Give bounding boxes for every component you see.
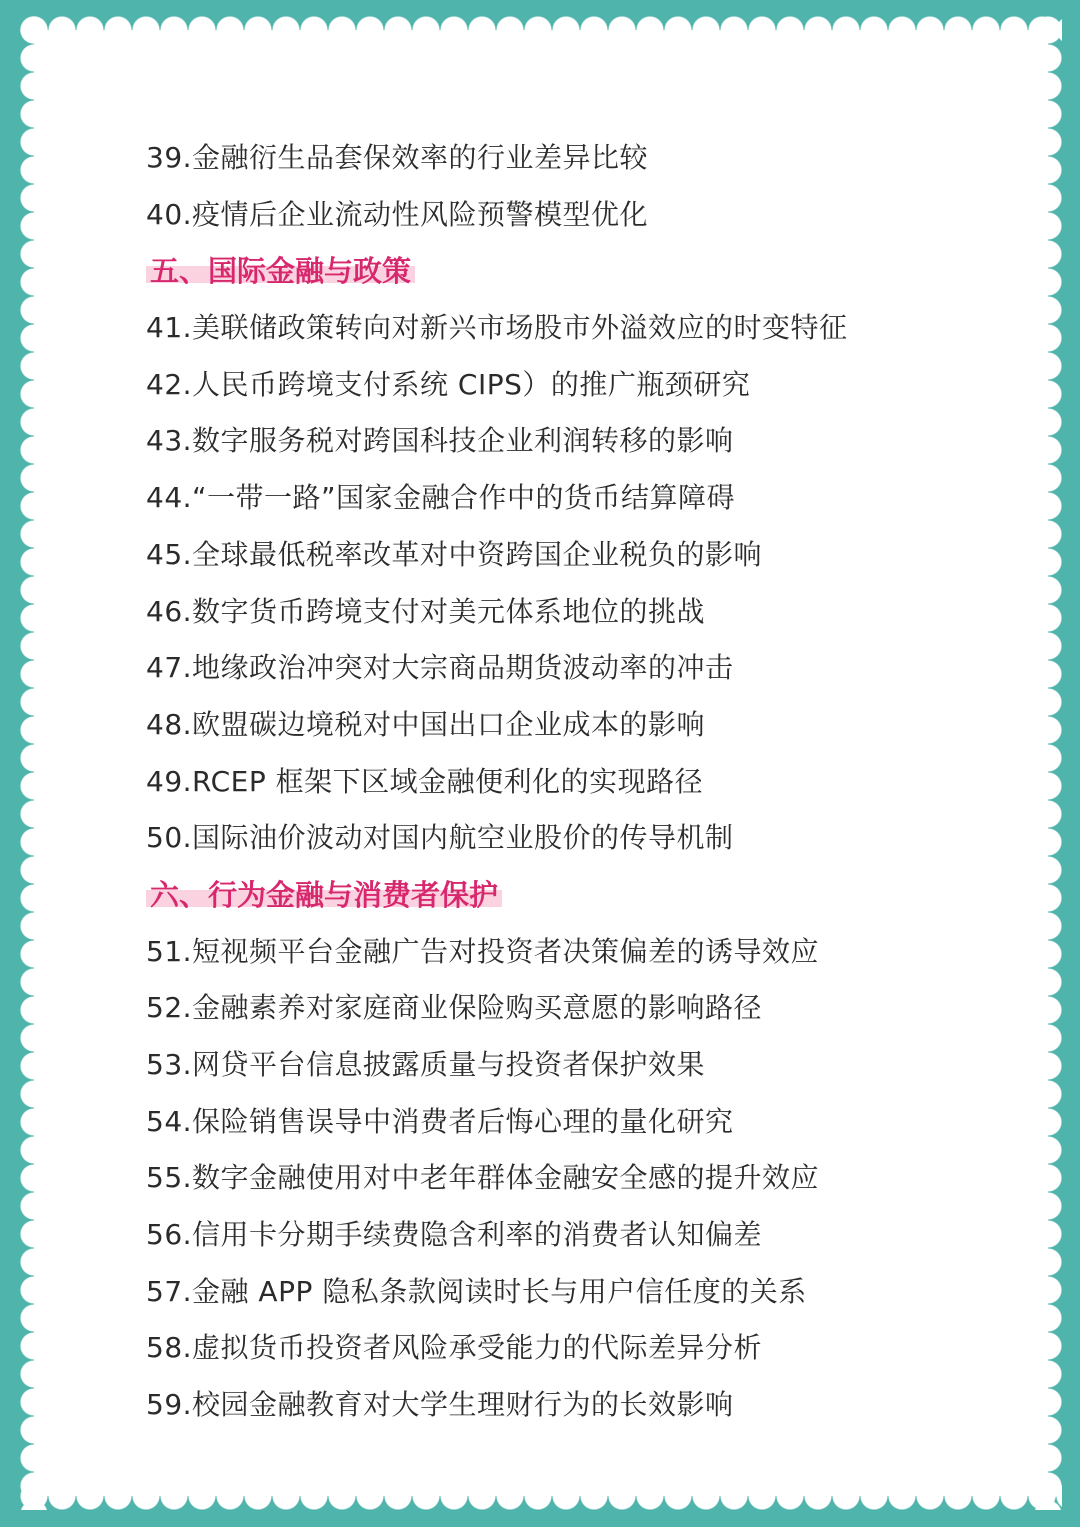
topic-item: 52.金融素养对家庭商业保险购买意愿的影响路径 bbox=[146, 991, 763, 1025]
topic-item: 39.金融衍生品套保效率的行业差异比较 bbox=[146, 141, 649, 174]
topic-item: 40.疫情后企业流动性风险预警模型优化 bbox=[146, 197, 649, 231]
topic-item: 56.信用卡分期手续费隐含利率的消费者认知偏差 bbox=[146, 1218, 763, 1252]
topic-item: 57.金融 APP 隐私条款阅读时长与用户信任度的关系 bbox=[146, 1274, 807, 1308]
topic-item: 54.保险销售误导中消费者后悔心理的量化研究 bbox=[146, 1104, 734, 1138]
topic-item: 42.人民币跨境支付系统 CIPS）的推广瓶颈研究 bbox=[146, 367, 751, 401]
topic-item: 53.网贷平台信息披露质量与投资者保护效果 bbox=[146, 1048, 706, 1081]
topic-item: 47.地缘政治冲突对大宗商品期货波动率的冲击 bbox=[146, 651, 734, 685]
scalloped-edge-right bbox=[1034, 16, 1062, 1510]
topic-item: 55.数字金融使用对中老年群体金融安全感的提升效应 bbox=[146, 1161, 820, 1195]
scalloped-edge-left bbox=[20, 16, 48, 1510]
topic-item: 46.数字货币跨境支付对美元体系地位的挑战 bbox=[146, 594, 706, 628]
topic-item: 59.校园金融教育对大学生理财行为的长效影响 bbox=[146, 1388, 734, 1422]
topic-item: 49.RCEP 框架下区域金融便利化的实现路径 bbox=[146, 764, 704, 798]
topic-item: 48.欧盟碳边境税对中国出口企业成本的影响 bbox=[146, 707, 706, 741]
topic-list bbox=[146, 130, 1026, 1434]
section-heading bbox=[146, 867, 1026, 924]
topic-item: 44.“一带一路”国家金融合作中的货币结算障碍 bbox=[146, 481, 736, 515]
section-heading-text: 五、国际金融与政策 bbox=[146, 254, 415, 288]
section-heading bbox=[146, 243, 1026, 300]
topic-item: 43.数字服务税对跨国科技企业利润转移的影响 bbox=[146, 424, 734, 458]
topic-item: 45.全球最低税率改革对中资跨国企业税负的影响 bbox=[146, 537, 763, 571]
section-heading-text: 六、行为金融与消费者保护 bbox=[146, 878, 502, 912]
topic-item: 50.国际油价波动对国内航空业股价的传导机制 bbox=[146, 821, 734, 855]
topic-item: 58.虚拟货币投资者风险承受能力的代际差异分析 bbox=[146, 1331, 763, 1365]
topic-item: 41.美联储政策转向对新兴市场股市外溢效应的时变特征 bbox=[146, 311, 848, 345]
topic-item: 51.短视频平台金融广告对投资者决策偏差的诱导效应 bbox=[146, 934, 820, 968]
